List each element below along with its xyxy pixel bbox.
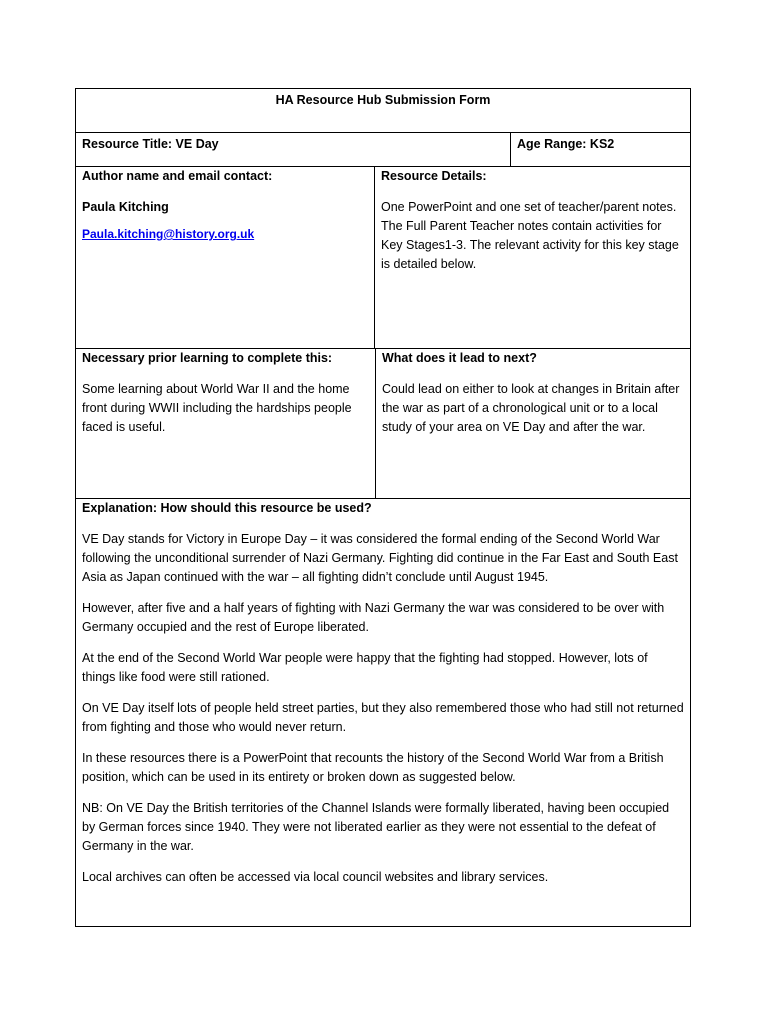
author-details-row (76, 167, 690, 349)
explanation-paragraph: At the end of the Second World War people were happy that the fighting had stopped. However, lots of things like food were still rationed. (82, 651, 648, 684)
next-text: Could lead on either to look at changes in Britain after the war as part of a chronological unit or to a local study of your area on VE Day and after the war. (382, 382, 680, 434)
form-title-row (76, 89, 690, 133)
explanation-paragraph: In these resources there is a PowerPoint that recounts the history of the Second World War from a British position, which can be used in its entirety or broken down as suggested below. (82, 751, 664, 784)
explanation-cell (76, 499, 690, 926)
author-name: Paula Kitching (82, 200, 169, 214)
author-cell (76, 167, 374, 348)
details-text: One PowerPoint and one set of teacher/parent notes. The Full Parent Teacher notes contain activities for Key Stages1-3. The relevant activity for this key stage is detailed below. (381, 200, 679, 271)
author-email-link[interactable]: Paula.kitching@history.org.uk (82, 227, 255, 241)
prior-learning-cell (76, 349, 375, 498)
prior-heading: Necessary prior learning to complete this: (82, 351, 333, 365)
details-heading: Resource Details: (381, 169, 487, 183)
resource-details-cell (374, 167, 690, 348)
learning-row (76, 349, 690, 499)
submission-form (75, 88, 691, 927)
explanation-row (76, 499, 690, 926)
author-heading: Author name and email contact: (82, 169, 273, 183)
explanation-paragraph: On VE Day itself lots of people held street parties, but they also remembered those who had still not returned from fighting and those who would never return. (82, 701, 684, 734)
explanation-paragraph: VE Day stands for Victory in Europe Day – it was considered the formal ending of the Second World War following the unconditional surrender of Nazi Germany. Fighting did continue in the Far East and South East Asia as Japan continued with the war – all fighting didn’t conclude until August 1945. (82, 532, 678, 584)
next-heading: What does it lead to next? (382, 351, 537, 365)
next-step-cell (375, 349, 690, 498)
explanation-paragraph: NB: On VE Day the British territories of the Channel Islands were formally liberated, having been occupied by German forces since 1940. They were not liberated earlier as they were not essential to the defeat of Germany in the war. (82, 801, 670, 853)
explanation-heading: Explanation: How should this resource be used? (82, 501, 372, 515)
age-range: Age Range: KS2 (510, 133, 690, 166)
form-title: HA Resource Hub Submission Form (275, 93, 491, 107)
explanation-paragraph: However, after five and a half years of fighting with Nazi Germany the war was considered to be over with Germany occupied and the rest of Europe liberated. (82, 601, 665, 634)
prior-text: Some learning about World War II and the home front during WWII including the hardships people faced is useful. (82, 382, 352, 434)
resource-info-row (76, 133, 690, 167)
explanation-paragraph: Local archives can often be accessed via local council websites and library services. (82, 870, 549, 884)
resource-title: Resource Title: VE Day (82, 137, 219, 151)
